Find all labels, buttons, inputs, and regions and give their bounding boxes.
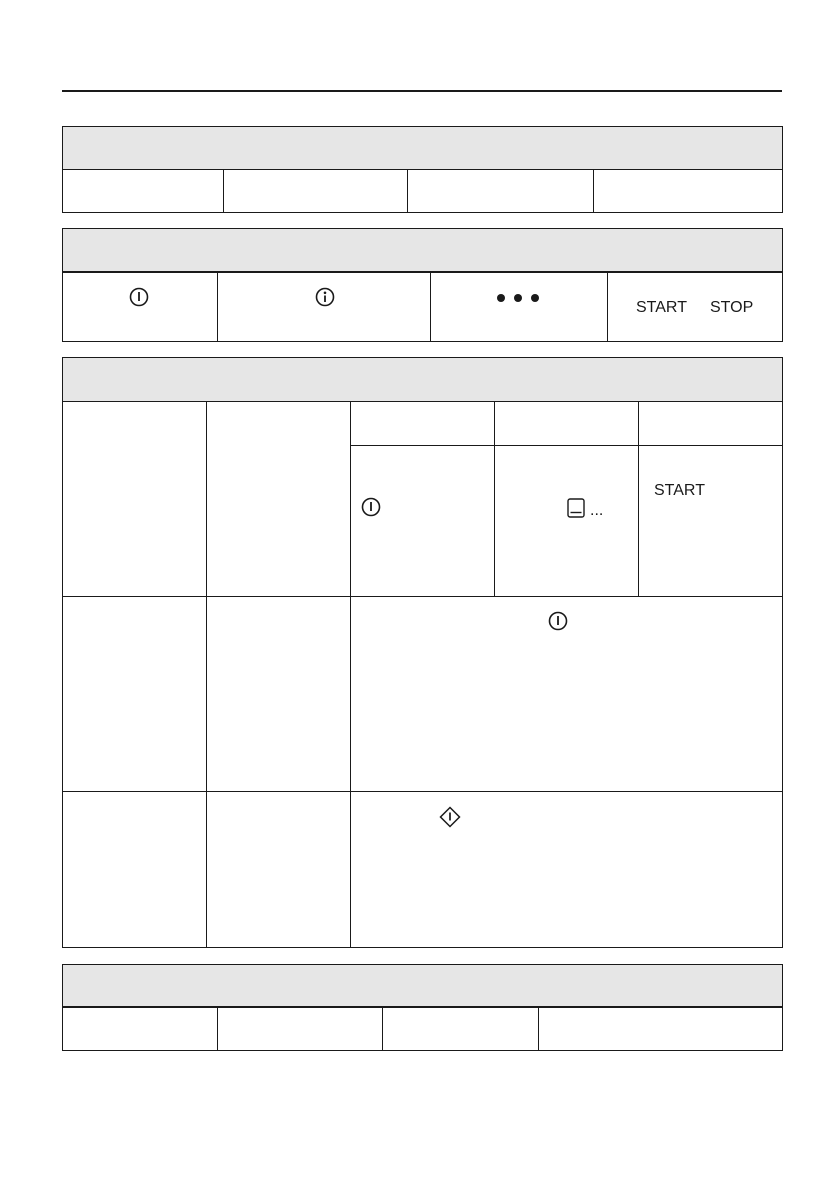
- start-label: START: [654, 482, 705, 499]
- table-3-header: [63, 358, 782, 402]
- table-4-header: [63, 965, 782, 1008]
- table-1-divider: [593, 170, 594, 212]
- table-4-divider: [538, 1008, 539, 1050]
- table-4-divider: [217, 1008, 218, 1050]
- three-dots-icon: [496, 293, 546, 303]
- table-3-divider: [206, 402, 207, 947]
- power-icon: [361, 497, 381, 517]
- table-3: [62, 357, 783, 948]
- table-3-divider: [494, 402, 495, 596]
- power-icon: [129, 287, 149, 307]
- table-2-divider: [217, 273, 218, 341]
- table-1-divider: [407, 170, 408, 212]
- table-3-divider: [638, 402, 639, 596]
- table-1-divider: [223, 170, 224, 212]
- table-3-row-line: [350, 445, 782, 446]
- power-icon: [548, 611, 568, 631]
- table-2-header: [63, 229, 782, 273]
- table-3-row-line: [63, 791, 782, 792]
- start-diamond-icon: [439, 806, 461, 828]
- top-rule: [62, 90, 782, 92]
- info-icon: [315, 287, 335, 307]
- table-2: [62, 228, 783, 342]
- table-2-divider: [607, 273, 608, 341]
- table-4-divider: [382, 1008, 383, 1050]
- start-label: START: [636, 299, 687, 316]
- table-2-divider: [430, 273, 431, 341]
- table-4: [62, 964, 783, 1051]
- ellipsis-text: ...: [590, 502, 604, 519]
- stop-label: STOP: [710, 299, 754, 316]
- table-1: [62, 126, 783, 213]
- table-1-header: [63, 127, 782, 170]
- table-3-divider: [350, 402, 351, 947]
- table-3-row-line: [63, 596, 782, 597]
- oven-icon: [567, 498, 585, 518]
